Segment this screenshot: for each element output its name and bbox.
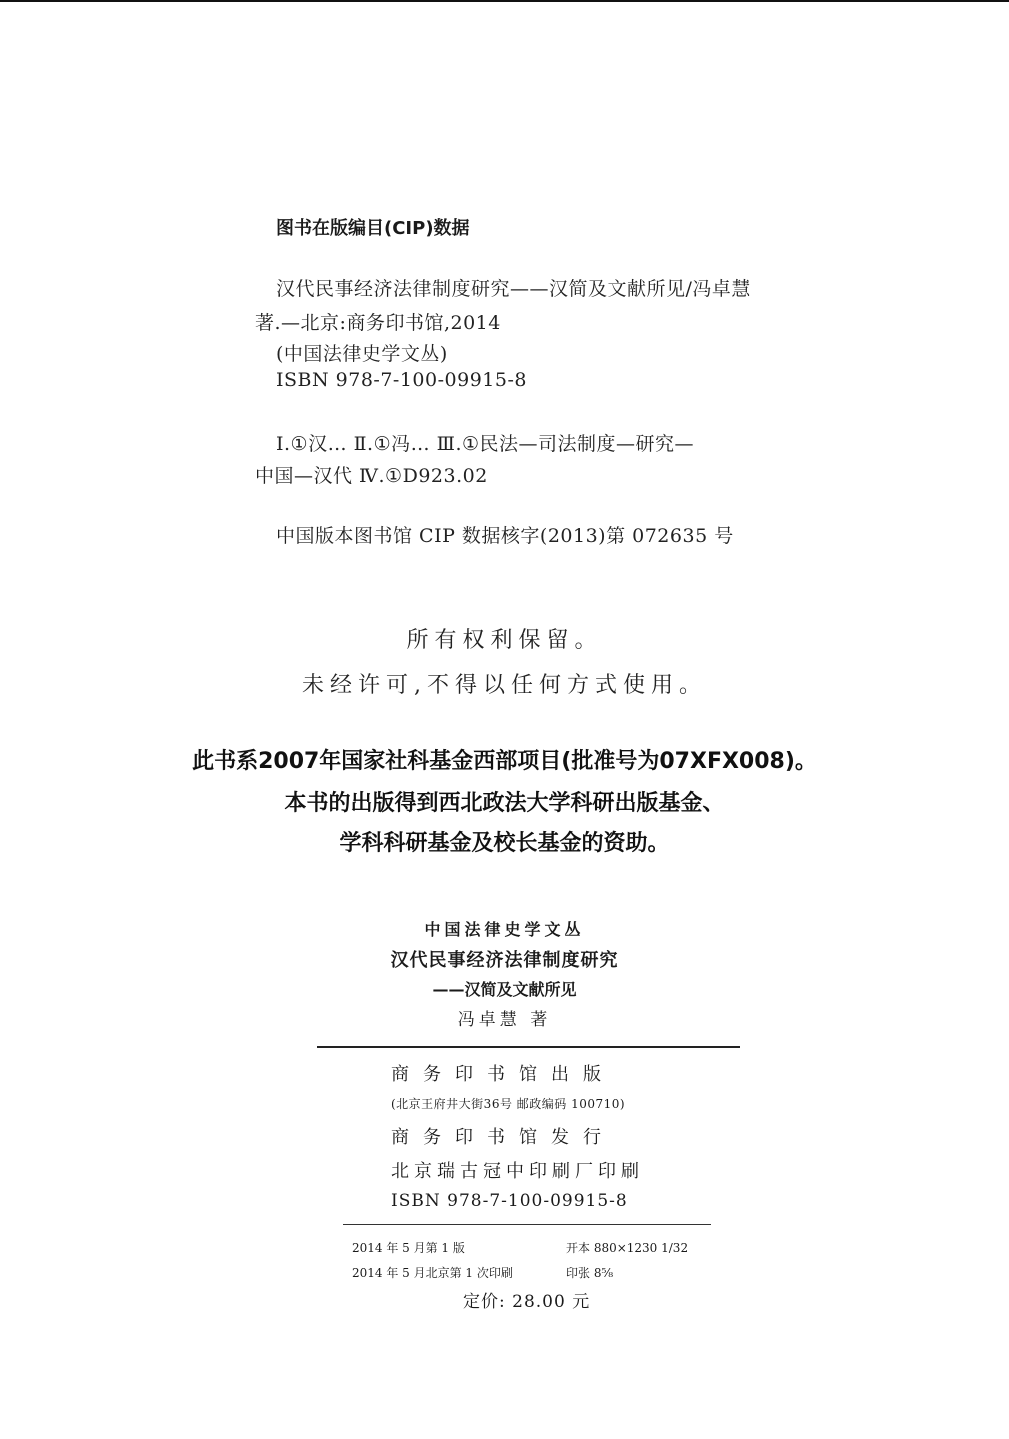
colophon-series: 中国法律史学文丛 [424, 920, 585, 939]
colophon-author: 冯卓慧 著 [457, 1010, 552, 1030]
colophon-edition: 2014 年 5 月第 1 版 [352, 1241, 465, 1255]
colophon-printer: 北京瑞古冠中印刷厂印刷 [391, 1161, 644, 1182]
colophon-distributor: 商务印书馆发行 [391, 1127, 615, 1148]
colophon-subtitle: ——汉简及文献所见 [432, 980, 577, 999]
colophon-sheets: 印张 8⅝ [566, 1266, 614, 1280]
rights-reserved-line-1: 所有权利保留。 [406, 628, 603, 653]
colophon-printing: 2014 年 5 月北京第 1 次印刷 [352, 1266, 513, 1280]
cip-heading: 图书在版编目(CIP)数据 [276, 218, 470, 239]
cip-verification-number: 中国版本图书馆 CIP 数据核字(2013)第 072635 号 [276, 525, 734, 547]
cip-isbn-line: ISBN 978-7-100-09915-8 [276, 369, 527, 391]
rights-reserved-line-2: 未经许可,不得以任何方式使用。 [302, 673, 707, 698]
colophon-publisher: 商务印书馆出版 [391, 1064, 615, 1085]
funding-line-2: 本书的出版得到西北政法大学科研出版基金、 [284, 791, 725, 816]
colophon-rule-top [317, 1046, 740, 1048]
cip-title-line: 汉代民事经济法律制度研究——汉简及文献所见/冯卓慧 [276, 278, 751, 300]
cip-series-line: (中国法律史学文丛) [276, 343, 448, 365]
funding-line-3: 学科科研基金及校长基金的资助。 [339, 831, 670, 856]
cip-classification-line-1: Ⅰ.①汉… Ⅱ.①冯… Ⅲ.①民法—司法制度—研究— [276, 433, 695, 455]
cip-publisher-line: 著.—北京:商务印书馆,2014 [255, 312, 501, 334]
colophon-isbn: ISBN 978-7-100-09915-8 [391, 1191, 628, 1211]
colophon-format: 开本 880×1230 1/32 [566, 1241, 689, 1255]
funding-line-1: 此书系2007年国家社科基金西部项目(批准号为07XFX008)。 [192, 749, 817, 774]
colophon-price: 定价: 28.00 元 [463, 1292, 591, 1312]
top-border-line [0, 0, 1009, 2]
colophon-address: (北京王府井大街36号 邮政编码 100710) [391, 1097, 626, 1111]
cip-classification-line-2: 中国—汉代 Ⅳ.①D923.02 [255, 465, 488, 487]
colophon-title: 汉代民事经济法律制度研究 [390, 950, 619, 971]
colophon-rule-bottom [343, 1224, 711, 1225]
